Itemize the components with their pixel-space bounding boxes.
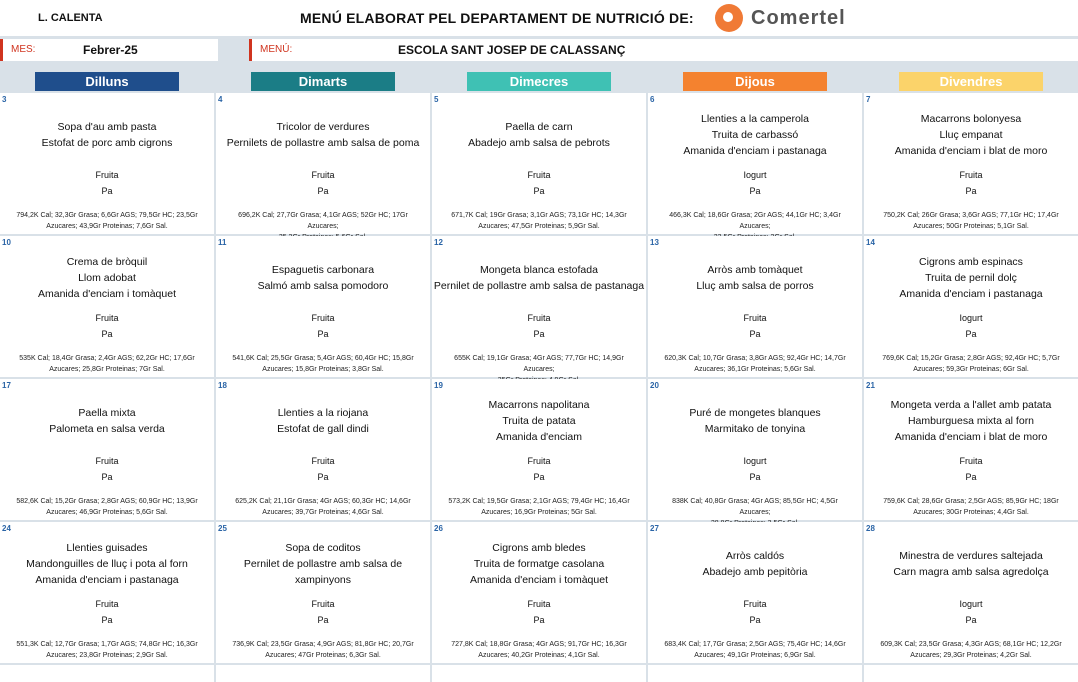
menu-day-cell [864,379,1078,520]
nutrition-info [658,639,852,661]
nutrition-line: Azucares; 47Gr Proteinas; 6,3Gr Sal. [265,652,381,659]
dish-name: Amanida d'enciam i pastanaga [35,574,179,586]
dessert-item: Fruita [527,313,551,323]
weekday-header-dilluns: Dilluns [35,72,179,91]
dish-name: Estofat de gall dindi [277,423,369,435]
weekday-header-dijous: Dijous [683,72,827,91]
dessert-and-bread [648,453,862,485]
dish-name: Amanida d'enciam i pastanaga [683,145,827,157]
nutrition-info [10,639,204,661]
nutrition-line: 466,3K Cal; 18,6Gr Grasa; 2Gr AGS; 44,1Gr HC; 3,4Gr Azucares; [669,212,841,230]
nutrition-info [874,210,1068,232]
menu-day-cell [648,522,862,663]
dessert-and-bread [216,453,430,485]
bread-item: Pa [317,615,329,625]
dish-list [0,540,214,588]
dessert-and-bread [432,310,646,342]
dish-name: Abadejo amb salsa de pebrots [468,137,610,149]
dish-name: Salmó amb salsa pomodoro [257,280,389,292]
weekday-header-divendres: Divendres [899,72,1043,91]
nutrition-info [874,639,1068,661]
dessert-item: Fruita [311,170,335,180]
menu-day-cell [216,93,430,234]
day-number: 13 [650,238,659,247]
dessert-item: Iogurt [959,599,983,609]
dish-name: Espaguetis carbonara [271,264,375,276]
dish-name: Marmitako de tonyina [704,423,806,435]
document-title: MENÚ ELABORAT PEL DEPARTAMENT DE NUTRICIÓ DE: [300,10,694,26]
dish-name: Pernilet de pollastre amb salsa de [243,558,403,570]
dessert-item: Iogurt [743,456,767,466]
nutrition-line: 759,6K Cal; 28,6Gr Grasa; 2,5Gr AGS; 85,9Gr HC; 18Gr [883,498,1059,505]
menu-day-cell [216,379,430,520]
day-number: 25 [218,524,227,533]
nutrition-line: 696,2K Cal; 27,7Gr Grasa; 4,1Gr AGS; 52Gr HC; 17Gr Azucares; [238,212,408,230]
menu-day-cell [864,236,1078,377]
dish-name: Estofat de porc amb cigrons [41,137,173,149]
menu-day-cell [864,522,1078,663]
dish-name: Llom adobat [78,272,136,284]
dish-name: Macarrons napolitana [488,399,590,411]
bread-item: Pa [965,186,977,196]
nutrition-info [10,353,204,375]
nutrition-info [658,353,852,375]
bread-item: Pa [965,615,977,625]
dessert-item: Iogurt [743,170,767,180]
dish-name: Cigrons amb espinacs [919,256,1023,268]
dish-name: Crema de bròquil [66,256,148,268]
dish-name: Carn magra amb salsa agredolça [893,566,1049,578]
dessert-item: Fruita [311,313,335,323]
day-number: 11 [218,238,227,247]
dish-name: Hamburguesa mixta al forn [907,415,1035,427]
bread-item: Pa [749,472,761,482]
dish-name: Amanida d'enciam [495,431,583,443]
menu-day-cell [648,379,862,520]
dish-name: Amanida d'enciam i tomàquet [470,574,608,586]
dessert-item: Fruita [95,313,119,323]
nutrition-line: Azucares; 39,7Gr Proteinas; 4,6Gr Sal. [262,509,384,516]
dish-name: Amanida d'enciam i pastanaga [899,288,1043,300]
menu-day-cell-partial [864,665,1078,682]
menu-day-cell [216,522,430,663]
day-number: 14 [866,238,875,247]
comertel-logo [715,2,846,34]
nutrition-line: 750,2K Cal; 26Gr Grasa; 3,6Gr AGS; 77,1Gr HC; 17,4Gr [883,212,1059,219]
dessert-item: Fruita [311,456,335,466]
nutrition-line: Azucares; 30Gr Proteinas; 4,4Gr Sal. [913,509,1029,516]
dessert-and-bread [648,596,862,628]
nutrition-line: Azucares; 46,9Gr Proteinas; 5,6Gr Sal. [46,509,168,516]
day-number: 27 [650,524,659,533]
nutrition-line: 655K Cal; 19,1Gr Grasa; 4Gr AGS; 77,7Gr HC; 14,9Gr Azucares; [454,355,624,373]
month-row [0,39,218,61]
dish-list [648,111,862,159]
bread-item: Pa [533,186,545,196]
nutrition-info [10,496,204,518]
dessert-item: Fruita [95,456,119,466]
dessert-and-bread [0,596,214,628]
kitchen-label: L. CALENTA [38,12,103,24]
dessert-item: Fruita [527,456,551,466]
menu-day-cell-partial [0,665,214,682]
nutrition-line: 535K Cal; 18,4Gr Grasa; 2,4Gr AGS; 62,2Gr HC; 17,6Gr [19,355,195,362]
menu-row [249,39,1078,61]
dish-name: Macarrons bolonyesa [920,113,1022,125]
dish-name: Truita de formatge casolana [473,558,605,570]
dish-name: Pernilet de pollastre amb salsa de pastanaga [433,280,645,292]
dessert-and-bread [0,310,214,342]
header-bar [0,0,1078,36]
bread-item: Pa [533,329,545,339]
nutrition-info [10,210,204,232]
comertel-logo-icon [715,4,743,32]
dish-name: Lluç amb salsa de porros [696,280,814,292]
dish-list [432,262,646,294]
dessert-and-bread [0,167,214,199]
weekday-header-dimecres: Dimecres [467,72,611,91]
dessert-and-bread [432,167,646,199]
dessert-and-bread [216,596,430,628]
dish-name: Mandonguilles de lluç i pota al forn [26,558,188,570]
dish-name: Paella de carn [505,121,573,133]
nutrition-line: Azucares; 29,3Gr Proteinas; 4,2Gr Sal. [910,652,1032,659]
dish-list [216,262,430,294]
nutrition-info [226,496,420,518]
dish-name: Mongeta verda a l'allet amb patata [890,399,1052,411]
dessert-and-bread [864,310,1078,342]
menu-day-cell [432,379,646,520]
dish-list [648,405,862,437]
dish-name: Pernilets de pollastre amb salsa de poma [226,137,420,149]
dish-name: Tricolor de verdures [276,121,370,133]
weekday-header-dimarts: Dimarts [251,72,395,91]
menu-day-cell [0,236,214,377]
day-number: 26 [434,524,443,533]
dish-list [0,405,214,437]
day-number: 12 [434,238,443,247]
nutrition-line: Azucares; 25,8Gr Proteinas; 7Gr Sal. [49,366,165,373]
dish-list [216,540,430,588]
menu-value: ESCOLA SANT JOSEP DE CALASSANÇ [398,43,626,57]
dessert-item: Fruita [527,170,551,180]
dish-name: xampinyons [294,574,352,586]
dish-name: Abadejo amb pepitòria [702,566,808,578]
month-value: Febrer-25 [83,43,138,57]
dessert-and-bread [864,167,1078,199]
dish-list [864,254,1078,302]
dish-name: Truita de carbassó [711,129,799,141]
bread-item: Pa [101,472,113,482]
dish-list [864,111,1078,159]
bread-item: Pa [317,472,329,482]
dessert-item: Fruita [959,170,983,180]
dish-name: Puré de mongetes blanques [689,407,821,419]
nutrition-line: Azucares; 40,2Gr Proteinas; 4,1Gr Sal. [478,652,600,659]
menu-day-cell [0,379,214,520]
nutrition-info [226,639,420,661]
bread-item: Pa [101,615,113,625]
dessert-item: Fruita [527,599,551,609]
menu-day-cell [432,236,646,377]
dish-list [0,254,214,302]
bread-item: Pa [533,615,545,625]
dish-list [432,397,646,445]
menu-day-cell [432,93,646,234]
day-number: 21 [866,381,875,390]
dish-name: Llenties a la camperola [701,113,809,125]
dish-list [216,405,430,437]
nutrition-line: Azucares; 16,9Gr Proteinas; 5Gr Sal. [481,509,597,516]
nutrition-line: 683,4K Cal; 17,7Gr Grasa; 2,5Gr AGS; 75,4Gr HC; 14,6Gr [664,641,846,648]
dish-name: Lluç empanat [939,129,1003,141]
day-number: 17 [2,381,11,390]
dish-list [432,119,646,151]
dish-name: Sopa d'au amb pasta [57,121,157,133]
nutrition-line: Azucares; 47,5Gr Proteinas; 5,9Gr Sal. [478,223,600,230]
dessert-item: Fruita [311,599,335,609]
logo-text: Comertel [751,6,846,29]
bread-item: Pa [749,186,761,196]
dish-list [0,119,214,151]
bread-item: Pa [533,472,545,482]
dish-name: Amanida d'enciam i tomàquet [38,288,176,300]
menu-day-cell [0,522,214,663]
day-number: 10 [2,238,11,247]
dessert-item: Iogurt [959,313,983,323]
dish-name: Amanida d'enciam i blat de moro [894,431,1048,443]
dish-name: Palometa en salsa verda [49,423,165,435]
nutrition-line: Azucares; 15,8Gr Proteinas; 3,8Gr Sal. [262,366,384,373]
nutrition-info [442,496,636,518]
bread-item: Pa [749,329,761,339]
nutrition-line: Azucares; 23,8Gr Proteinas; 2,9Gr Sal. [46,652,168,659]
dish-name: Llenties guisades [66,542,148,554]
nutrition-line: 582,6K Cal; 15,2Gr Grasa; 2,8Gr AGS; 60,9Gr HC; 13,9Gr [16,498,198,505]
nutrition-line: Azucares; 49,1Gr Proteinas; 6,9Gr Sal. [694,652,816,659]
dessert-and-bread [0,453,214,485]
dessert-item: Fruita [743,599,767,609]
dessert-and-bread [216,167,430,199]
dish-list [648,262,862,294]
nutrition-line: Azucares; 59,3Gr Proteinas; 6Gr Sal. [913,366,1029,373]
nutrition-info [442,639,636,661]
menu-day-cell-partial [216,665,430,682]
dessert-item: Fruita [95,170,119,180]
dessert-item: Fruita [95,599,119,609]
menu-day-cell [216,236,430,377]
dessert-and-bread [648,310,862,342]
nutrition-line: 625,2K Cal; 21,1Gr Grasa; 4Gr AGS; 60,3Gr HC; 14,6Gr [235,498,411,505]
menu-day-cell-partial [648,665,862,682]
bread-item: Pa [101,329,113,339]
dish-list [216,119,430,151]
nutrition-line: 620,3K Cal; 10,7Gr Grasa; 3,8Gr AGS; 92,4Gr HC; 14,7Gr [664,355,846,362]
bread-item: Pa [965,329,977,339]
menu-day-cell [0,93,214,234]
dish-name: Amanida d'enciam i blat de moro [894,145,1048,157]
bread-item: Pa [317,329,329,339]
dish-name: Paella mixta [78,407,136,419]
dessert-and-bread [864,453,1078,485]
menu-day-cell-partial [432,665,646,682]
dish-name: Cigrons amb bledes [492,542,586,554]
day-number: 7 [866,95,871,104]
dessert-and-bread [432,596,646,628]
dessert-and-bread [432,453,646,485]
menu-day-cell [648,93,862,234]
dish-name: Sopa de coditos [285,542,361,554]
nutrition-line: 551,3K Cal; 12,7Gr Grasa; 1,7Gr AGS; 74,8Gr HC; 16,3Gr [16,641,198,648]
dish-list [432,540,646,588]
bread-item: Pa [101,186,113,196]
dessert-and-bread [864,596,1078,628]
month-label: MES: [11,44,36,55]
nutrition-line: 794,2K Cal; 32,3Gr Grasa; 6,6Gr AGS; 79,5Gr HC; 23,5Gr [16,212,198,219]
dish-name: Arròs caldós [725,550,785,562]
nutrition-line: 727,8K Cal; 18,8Gr Grasa; 4Gr AGS; 91,7Gr HC; 16,3Gr [451,641,627,648]
nutrition-line: Azucares; 36,1Gr Proteinas; 5,6Gr Sal. [694,366,816,373]
menu-label: MENÚ: [260,44,293,55]
nutrition-line: Azucares; 43,9Gr Proteinas; 7,6Gr Sal. [46,223,168,230]
nutrition-line: 609,3K Cal; 23,5Gr Grasa; 4,3Gr AGS; 68,1Gr HC; 12,2Gr [880,641,1062,648]
dessert-item: Fruita [743,313,767,323]
nutrition-info [442,210,636,232]
menu-day-cell [864,93,1078,234]
nutrition-line: 838K Cal; 40,8Gr Grasa; 4Gr AGS; 85,5Gr HC; 4,5Gr Azucares; [672,498,838,516]
nutrition-line: 769,6K Cal; 15,2Gr Grasa; 2,8Gr AGS; 92,4Gr HC; 5,7Gr [882,355,1060,362]
day-number: 18 [218,381,227,390]
nutrition-line: Azucares; 50Gr Proteinas; 5,1Gr Sal. [913,223,1029,230]
dish-list [648,548,862,580]
bread-item: Pa [965,472,977,482]
dessert-and-bread [648,167,862,199]
nutrition-info [226,353,420,375]
nutrition-line: 541,6K Cal; 25,5Gr Grasa; 5,4Gr AGS; 60,4Gr HC; 15,8Gr [232,355,414,362]
nutrition-line: 736,9K Cal; 23,5Gr Grasa; 4,9Gr AGS; 81,8Gr HC; 20,7Gr [232,641,414,648]
dish-name: Mongeta blanca estofada [480,264,598,276]
dessert-item: Fruita [959,456,983,466]
dish-list [864,548,1078,580]
bread-item: Pa [749,615,761,625]
day-number: 28 [866,524,875,533]
dish-list [864,397,1078,445]
dish-name: Llenties a la riojana [277,407,369,419]
dish-name: Truita de pernil dolç [925,272,1017,284]
menu-day-cell [432,522,646,663]
dessert-and-bread [216,310,430,342]
bread-item: Pa [317,186,329,196]
day-number: 3 [2,95,7,104]
dish-name: Truita de patata [502,415,576,427]
nutrition-line: 573,2K Cal; 19,5Gr Grasa; 2,1Gr AGS; 79,4Gr HC; 16,4Gr [448,498,630,505]
dish-name: Arròs amb tomàquet [707,264,803,276]
nutrition-line: 671,7K Cal; 19Gr Grasa; 3,1Gr AGS; 73,1Gr HC; 14,3Gr [451,212,627,219]
day-number: 24 [2,524,11,533]
day-number: 20 [650,381,659,390]
nutrition-info [874,353,1068,375]
nutrition-info [874,496,1068,518]
menu-day-cell [648,236,862,377]
day-number: 6 [650,95,655,104]
day-number: 4 [218,95,223,104]
day-number: 5 [434,95,439,104]
day-number: 19 [434,381,443,390]
dish-name: Minestra de verdures saltejada [899,550,1043,562]
